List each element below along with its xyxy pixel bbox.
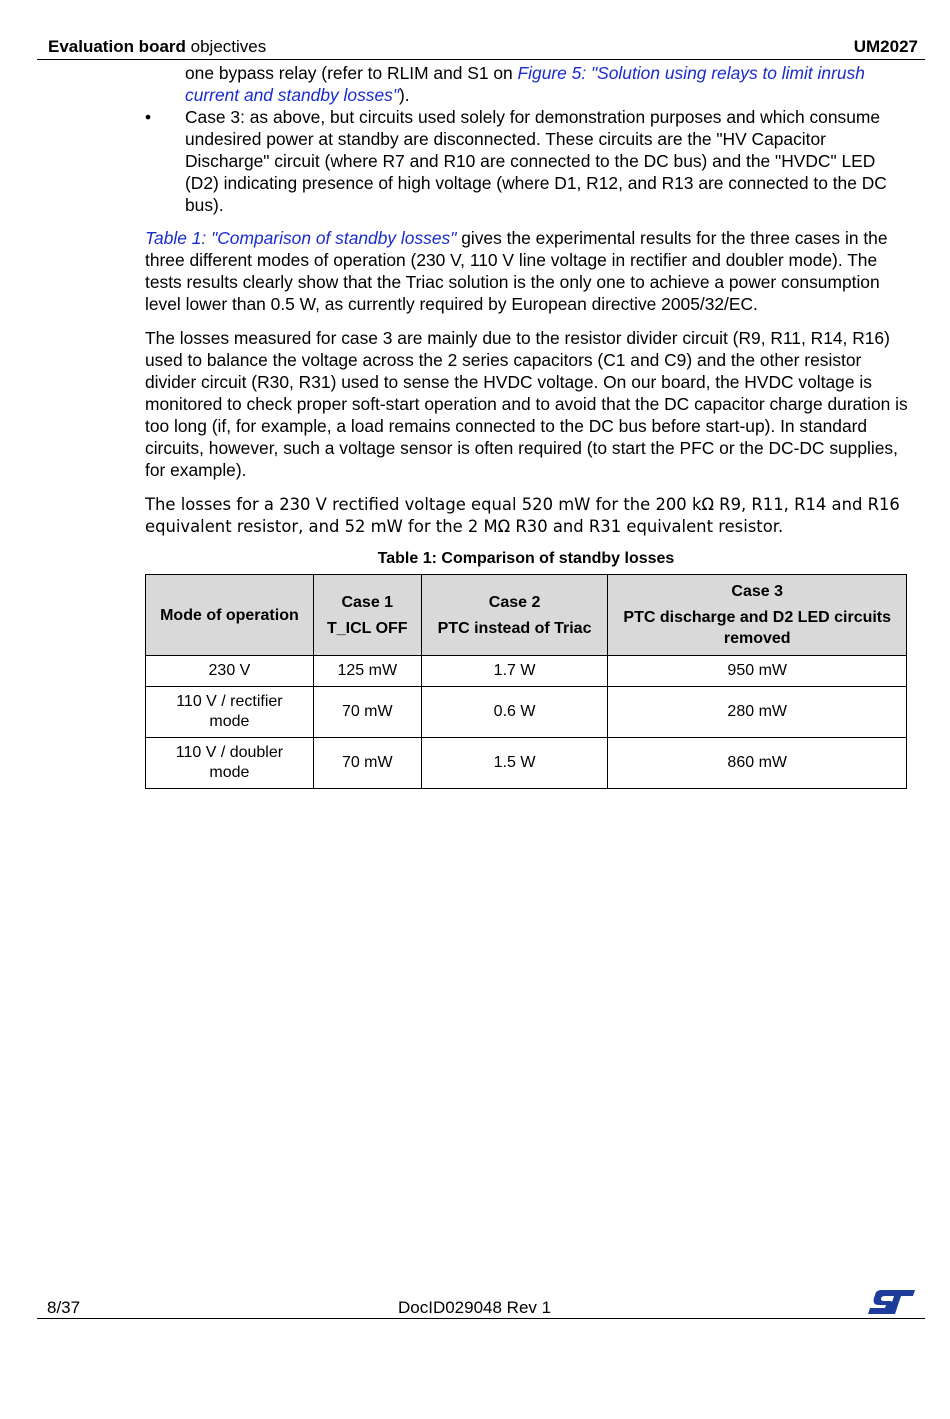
header-mode: Mode of operation [146,575,314,656]
section-title [48,37,266,57]
table-cell: 280 mW [608,687,907,738]
table-row [146,656,907,687]
bullet-text: Case 3: as above, but circuits used solely for demonstration purposes and which consume undesired power at standby are disconnected. These circuits are the "HV Capacitor Discharge" circuit (where R7 and R10 are connected to the DC bus) and the "HVDC" LED (D2) indicating presence of high voltage (where D1, R12, and R13 are connected to the DC bus). [185,107,887,215]
table-1-link[interactable]: Table 1: "Comparison of standby losses" [145,228,457,248]
document-code: UM2027 [853,37,918,56]
table-cell: 110 V / doubler mode [146,738,314,789]
header-case-2: Case 2 PTC instead of Triac [421,575,608,656]
table-header-row [146,575,907,656]
page-header [37,35,925,60]
paragraph-losses-230v: The losses for a 230 V rectified voltage equal 520 mW for the 200 kΩ R9, R11, R14 and R16 equivalent resistor, and 52 mW for the 2 MΩ R30 and R31 equivalent resistor. [145,495,900,536]
table-cell: 860 mW [608,738,907,789]
bullet-case-3 [145,106,910,216]
table-cell: 0.6 W [421,687,608,738]
section-title-rest: objectives [185,37,267,56]
bullet-dot: • [145,107,152,127]
table-cell: 230 V [146,656,314,687]
header-case-1: Case 1 T_ICL OFF [313,575,421,656]
doc-id: DocID029048 Rev 1 [398,1298,552,1317]
table-cell: 1.7 W [421,656,608,687]
table-caption: Table 1: Comparison of standby losses [377,550,675,567]
page-footer [37,1296,925,1319]
standby-losses-table [145,574,907,789]
paragraph-losses-case-3: The losses measured for case 3 are mainly due to the resistor divider circuit (R9, R11, R14, R16) used to balance the voltage across the 2 series capacitors (C1 and C9) and the other resistor divider circuit (R30, R31) used to sense the HVDC voltage. On our board, the HVDC voltage is monitored to check proper soft-start operation and to avoid that the DC capacitor charge duration is too long (if, for example, a load remains connected to the DC bus before start-up). In standard circuits, however, such a voltage sensor is often required (to start the PFC or the DC-DC supplies, for example). [145,328,908,480]
table-cell: 70 mW [313,738,421,789]
table-cell: 70 mW [313,687,421,738]
table-cell: 1.5 W [421,738,608,789]
paragraph-results-text: gives the experimental results for the three cases in the three different modes of operation (230 V, 110 V line voltage in rectifier and doubler mode). The tests results clearly show that the Triac solution is the only one to achieve a power consumption level lower than 0.5 W, as currently required by European directive 2005/32/EC. [145,228,888,314]
page-content [145,62,910,789]
paragraph-results [145,227,910,315]
table-cell: 950 mW [608,656,907,687]
intro-text: one bypass relay (refer to RLIM and S1 on [185,63,518,83]
page-number: 8/37 [47,1298,81,1317]
table-row [146,738,907,789]
header-case-3: Case 3 PTC discharge and D2 LED circuits removed [608,575,907,656]
intro-text-end: ). [399,85,410,105]
st-logo-icon [865,1287,917,1322]
bullet-continuation [145,62,910,106]
table-cell: 125 mW [313,656,421,687]
table-cell: 110 V / rectifier mode [146,687,314,738]
section-title-bold: Evaluation board [48,37,186,56]
table-row [146,687,907,738]
figure-5-link[interactable]: Figure 5: "Solution using relays to limit inrush current and standby losses" [185,63,865,105]
